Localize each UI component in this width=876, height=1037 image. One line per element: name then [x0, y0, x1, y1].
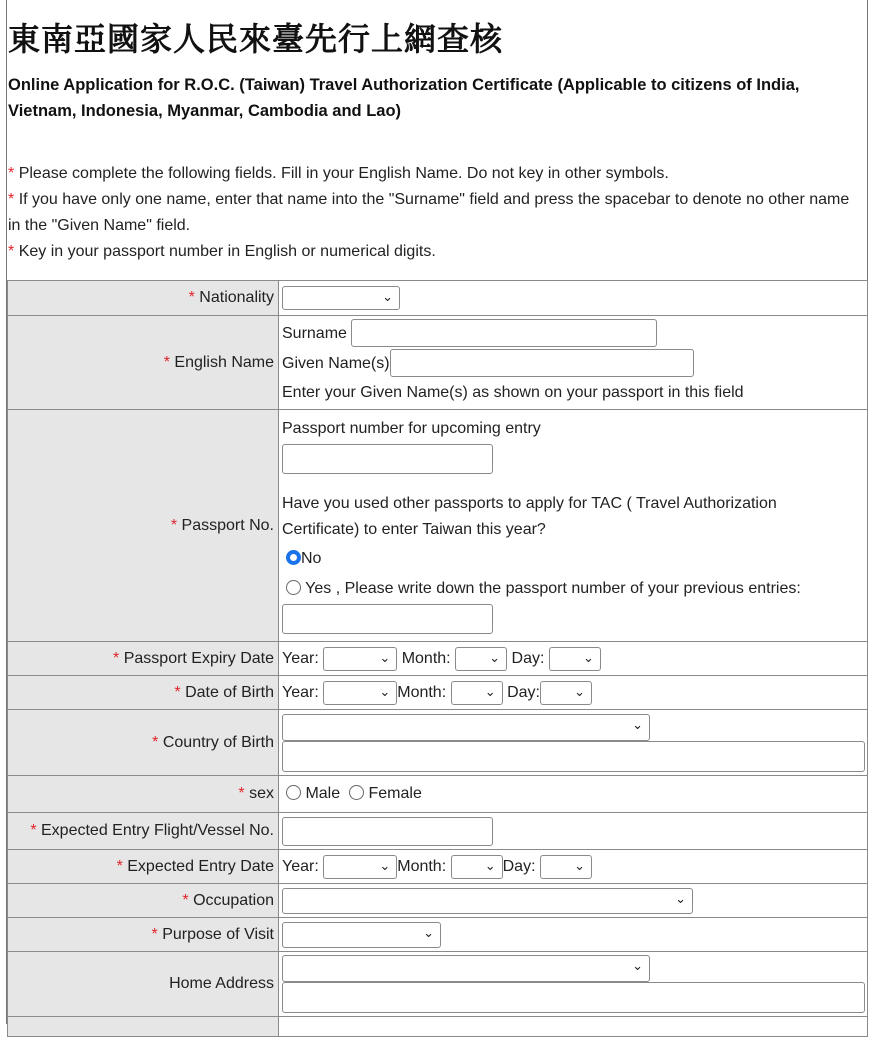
home-address-label: [8, 952, 279, 1017]
required-mark: *: [182, 891, 189, 909]
previous-passport-input[interactable]: [282, 604, 493, 634]
label-text: Passport Expiry Date: [123, 649, 274, 667]
nationality-select[interactable]: [282, 286, 400, 310]
radio-female-label: Female: [368, 785, 422, 802]
entry-year-select[interactable]: [323, 855, 397, 879]
dob-month-select[interactable]: [451, 681, 503, 705]
note-text: Key in your passport number in English or numerical digits.: [18, 243, 436, 260]
required-mark: *: [30, 822, 37, 839]
given-name-label: Given Name(s): [282, 354, 390, 372]
label-text: Country of Birth: [162, 733, 274, 751]
occupation-label: [8, 884, 279, 918]
label-text: English Name: [174, 353, 274, 371]
label-text: Expected Entry Flight/Vessel No.: [41, 822, 274, 839]
next-field: [279, 1017, 868, 1037]
radio-no[interactable]: [286, 550, 301, 565]
flight-input[interactable]: [282, 817, 493, 846]
note-text: If you have only one name, enter that name into the "Surname" field and press the spacebar to denote no other name in the "Given Name" field.: [8, 191, 850, 234]
country-of-birth-input[interactable]: [282, 741, 865, 772]
radio-yes-label: Yes , Please write down the passport number of your previous entries:: [305, 580, 801, 597]
row-english-name: [8, 316, 868, 410]
required-mark: *: [238, 785, 245, 802]
required-mark: *: [152, 733, 159, 751]
chevron-down-icon: ⌄: [379, 650, 391, 666]
month-label: Month:: [397, 683, 447, 701]
chevron-down-icon: ⌄: [489, 650, 501, 666]
note-3: [8, 239, 866, 265]
required-mark: *: [8, 165, 15, 182]
chevron-down-icon: ⌄: [379, 858, 391, 874]
sex-label: [8, 776, 279, 813]
label-text: Home Address: [169, 975, 274, 992]
radio-no-label: No: [301, 550, 322, 567]
chevron-down-icon: ⌄: [675, 891, 686, 907]
surname-label: Surname: [282, 324, 347, 342]
application-form: [7, 280, 868, 1037]
note-text: Please complete the following fields. Fill in your English Name. Do not key in other symbols.: [18, 165, 669, 182]
expiry-day-select[interactable]: [549, 647, 601, 671]
chevron-down-icon: ⌄: [382, 290, 393, 305]
row-sex: [8, 776, 868, 813]
page-title: 東南亞國家人民來臺先行上網查核: [8, 20, 504, 58]
required-mark: *: [116, 857, 123, 875]
expiry-month-select[interactable]: [455, 647, 507, 671]
passport-expiry-label: [8, 642, 279, 676]
note-2: [8, 187, 866, 239]
chevron-down-icon: ⌄: [423, 925, 434, 941]
expiry-year-select[interactable]: [323, 647, 397, 671]
entry-day-select[interactable]: [540, 855, 592, 879]
home-address-select[interactable]: [282, 955, 650, 982]
dob-day-select[interactable]: [540, 681, 592, 705]
row-purpose: [8, 918, 868, 952]
row-passport: [8, 410, 868, 642]
given-name-input[interactable]: [390, 349, 694, 377]
required-mark: *: [113, 649, 120, 667]
other-passport-question: Have you used other passports to apply for TAC ( Travel Authorization Certificate) to enter Taiwan this year?: [282, 495, 777, 538]
row-entry-date: [8, 850, 868, 884]
english-name-label: [8, 316, 279, 410]
nationality-label: [8, 281, 279, 316]
chevron-down-icon: ⌄: [632, 959, 643, 974]
radio-yes[interactable]: [286, 580, 301, 595]
radio-female[interactable]: [349, 785, 364, 800]
home-address-input[interactable]: [282, 982, 865, 1013]
chevron-down-icon: ⌄: [582, 650, 594, 666]
instructions: [8, 161, 866, 265]
chevron-down-icon: ⌄: [379, 684, 391, 700]
chevron-down-icon: ⌄: [484, 858, 496, 874]
label-text: Passport No.: [181, 516, 274, 534]
row-next: [8, 1017, 868, 1037]
label-text: sex: [249, 785, 274, 802]
radio-male[interactable]: [286, 785, 301, 800]
row-country-of-birth: [8, 710, 868, 776]
passport-label: [8, 410, 279, 642]
radio-male-label: Male: [305, 785, 341, 802]
flight-label: [8, 813, 279, 850]
label-text: Nationality: [199, 289, 274, 306]
required-mark: *: [170, 516, 178, 534]
day-label: Day:: [502, 857, 536, 875]
required-mark: *: [188, 289, 195, 306]
chevron-down-icon: ⌄: [632, 717, 643, 733]
day-label: Day:: [507, 683, 540, 701]
required-mark: *: [163, 353, 170, 371]
chevron-down-icon: ⌄: [574, 684, 585, 700]
chevron-down-icon: ⌄: [484, 684, 496, 700]
year-label: Year:: [282, 683, 319, 701]
row-home-address: [8, 952, 868, 1017]
label-text: Occupation: [193, 891, 274, 909]
row-flight: [8, 813, 868, 850]
country-of-birth-select[interactable]: [282, 714, 650, 741]
row-dob: [8, 676, 868, 710]
row-occupation: [8, 884, 868, 918]
row-nationality: [8, 281, 868, 316]
year-label: Year:: [282, 649, 319, 667]
country-of-birth-label: [8, 710, 279, 776]
note-1: [8, 161, 866, 187]
dob-year-select[interactable]: [323, 681, 397, 705]
required-mark: *: [8, 191, 15, 208]
passport-upcoming-label: Passport number for upcoming entry: [282, 420, 541, 437]
label-text: Date of Birth: [185, 683, 274, 701]
next-label: [8, 1017, 279, 1037]
required-mark: *: [8, 243, 15, 260]
chevron-down-icon: ⌄: [574, 858, 585, 874]
month-label: Month:: [397, 857, 447, 875]
row-passport-expiry: [8, 642, 868, 676]
dob-label: [8, 676, 279, 710]
entry-date-label: [8, 850, 279, 884]
label-text: Expected Entry Date: [127, 857, 274, 875]
passport-input[interactable]: [282, 444, 493, 474]
given-name-hint: Enter your Given Name(s) as shown on your passport in this field: [282, 383, 744, 401]
occupation-select[interactable]: [282, 888, 693, 914]
purpose-select[interactable]: [282, 922, 441, 948]
required-mark: *: [174, 683, 181, 701]
required-mark: *: [151, 925, 158, 943]
entry-month-select[interactable]: [451, 855, 503, 879]
page-subtitle: Online Application for R.O.C. (Taiwan) Travel Authorization Certificate (Applicable to citizens of India, Vietnam, Indonesia, Myanmar, Cambodia and Lao): [8, 76, 800, 120]
year-label: Year:: [282, 857, 319, 875]
label-text: Purpose of Visit: [162, 925, 274, 943]
day-label: Day:: [511, 649, 545, 667]
surname-input[interactable]: [351, 319, 657, 347]
month-label: Month:: [401, 649, 451, 667]
purpose-label: [8, 918, 279, 952]
